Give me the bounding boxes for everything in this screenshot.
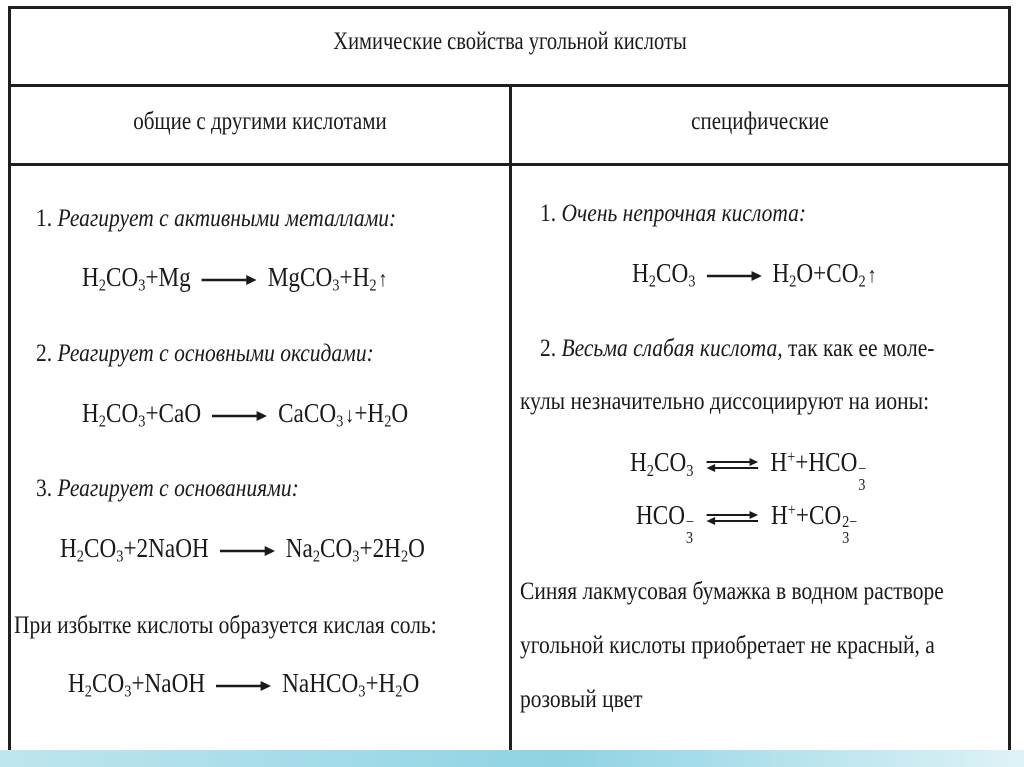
table-title: Химические свойства угольной кислоты (333, 28, 687, 55)
equation-h2co3-cao: $H_2CO_3+CaO$ $CaCO_3↓+H_2O$ (82, 398, 409, 431)
bottom-accent-bar (0, 750, 1024, 767)
left-item-3 (36, 475, 299, 503)
item-text-rest: так как ее моле- (787, 335, 935, 362)
litmus-line-1: Синяя лакмусовая бумажка в водном растворе (520, 578, 944, 605)
right-item-2-line-1 (540, 335, 934, 363)
reaction-arrow-icon (220, 545, 275, 557)
gas-arrow-icon: ↑ (378, 267, 388, 291)
equation-dissociation-2: HCO − 3 H++CO 2− 3 (636, 500, 858, 547)
item-number: 2. (36, 340, 53, 367)
item-text: Очень непрочная кислота: (561, 200, 807, 227)
item-number: 3. (36, 475, 53, 502)
item-number: 2. (540, 335, 557, 362)
right-column-header: специфические (691, 108, 829, 135)
item-text: Реагирует с основаниями: (57, 475, 299, 502)
equation-h2co3-2naoh: $H_2CO_3+2NaOH$ $Na_2CO_3+2H_2O$ (60, 533, 425, 566)
right-item-2-line-2: кулы незначительно диссоциируют на ионы: (520, 388, 930, 415)
reaction-arrow-icon (216, 680, 271, 692)
item-number: 1. (540, 200, 557, 227)
item-number: 1. (36, 205, 53, 232)
item-text: Весьма слабая кислота, (561, 335, 783, 362)
equilibrium-arrow-icon (705, 510, 760, 526)
equation-h2co3-mg: $H_2CO_3+Mg$ $MgCO_3+H_2↑$ (82, 262, 388, 295)
item-text: Реагирует с основными оксидами: (57, 340, 374, 367)
right-item-1 (540, 200, 806, 228)
precipitate-arrow-icon: ↓ (345, 403, 355, 427)
left-column-header: общие с другими кислотами (133, 108, 387, 135)
equilibrium-arrow-icon (704, 457, 759, 473)
left-border (8, 6, 11, 750)
reaction-arrow-icon (202, 274, 257, 286)
litmus-line-2: угольной кислоты приобретает не красный, а (520, 632, 935, 659)
equation-decomposition: $H_2CO_3$ $H_2O+CO_2↑$ (632, 258, 877, 291)
left-item-1 (36, 205, 396, 233)
litmus-line-3: розовый цвет (520, 686, 643, 713)
reaction-arrow-icon (706, 270, 761, 282)
equation-h2co3-naoh: $H_2CO_3+NaOH$ $NaHCO_3+H_2O$ (68, 668, 420, 701)
top-border (8, 6, 1011, 9)
excess-acid-note: При избытке кислоты образуется кислая соль: (14, 612, 437, 639)
item-text: Реагирует с активными металлами: (57, 205, 397, 232)
column-divider (509, 84, 512, 750)
right-border (1008, 6, 1011, 750)
reaction-arrow-icon (212, 410, 267, 422)
gas-arrow-icon: ↑ (867, 263, 877, 287)
equation-dissociation-1: $H_2CO_3$ H++HCO − 3 (630, 447, 867, 494)
left-item-2 (36, 340, 374, 368)
